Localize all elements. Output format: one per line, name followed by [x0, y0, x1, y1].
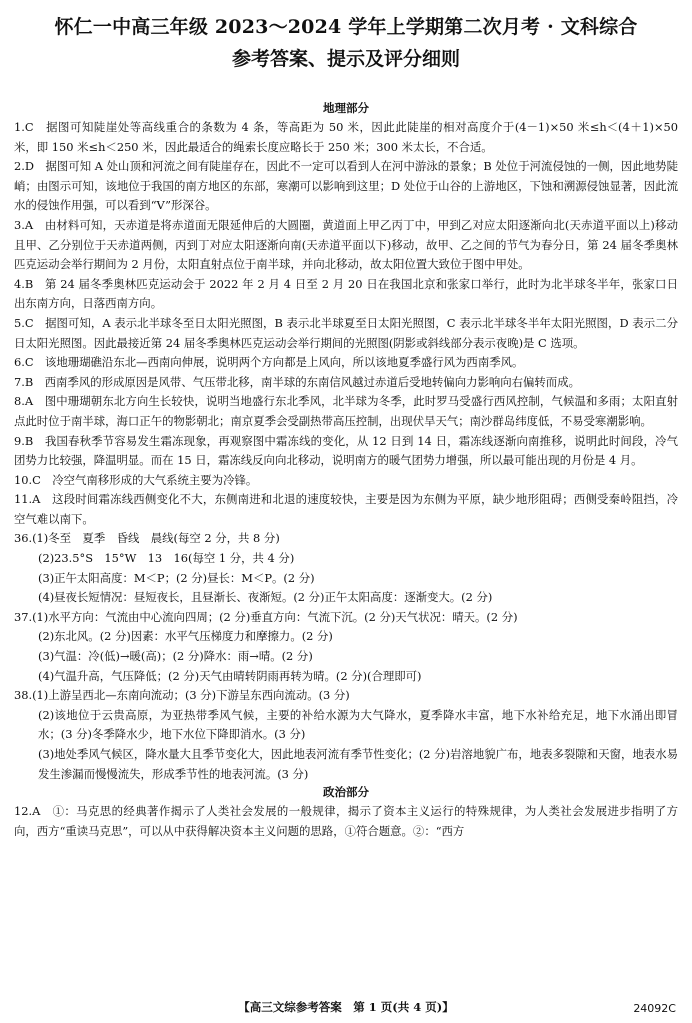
answer-item-9: 9.B 我国春秋季节容易发生霜冻现象，再观察图中霜冻线的变化，从 12 日到 14 日，霜冻线逐渐向南推移，说明此时间段，冷气团势力比较强，降温明显。而在 15 日，霜冻线反向向北移动，说明南方的暖气团势力增强，所以最可能出现的月份是 4 月。 [14, 433, 678, 468]
answer-37-part-3: (3)气温：冷(低)→暖(高)；(2 分)降水：雨→晴。(2 分) [38, 649, 313, 664]
page-footer: 【高三文综参考答案 第 1 页(共 4 页)】 [238, 1000, 454, 1014]
answer-item-1: 1.C 据图可知陡崖处等高线重合的条数为 4 条，等高距为 50 米，因此此陡崖的相对高度介于(4－1)×50 米≤h＜(4＋1)×50 米，即 150 米≤h＜250 米，因此最适合的绳索长度应略长于 250 米；300 米太长，不合适。 [14, 120, 678, 154]
answer-item-2: 2.D 据图可知 A 处山顶和河流之间有陡崖存在，因此不一定可以看到人在河中游泳的景象；B 处位于河流侵蚀的一侧，因此地势陡峭；由图示可知，该地位于我国的南方地区的东部，寒潮可以影响到这里；D 处位于山谷的上游地区，下蚀和溯源侵蚀显著，因此流水的侵蚀作用强，可以看到“V”形深谷。 [14, 159, 678, 213]
answer-item-4: 4.B 第 24 届冬季奥林匹克运动会于 2022 年 2 月 4 日至 2 月 20 日在我国北京和张家口举行，此时为北半球冬半年，张家口日出东南方向，日落西南方向。 [14, 276, 678, 311]
answer-36-part-1: 36.(1)冬至 夏季 昏线 晨线(每空 2 分，共 8 分) [14, 531, 280, 546]
answer-36-part-3: (3)正午太阳高度：M＜P；(2 分)昼长：M＜P。(2 分) [38, 570, 315, 585]
answer-38-part-2: (2)该地位于云贵高原，为亚热带季风气候，主要的补给水源为大气降水，夏季降水丰富，地下水补给充足，地下水涌出即冒水；(3 分)冬季降水少，地下水位下降即消水。(3 分) [38, 707, 678, 742]
document-title: 怀仁一中高三年级 2023～2024 学年上学期第二次月考 · 文科综合 [54, 16, 638, 38]
answer-36-part-4: (4)昼夜长短情况：昼短夜长，且昼渐长、夜渐短。(2 分)正午太阳高度：逐渐变大。(2 分) [38, 590, 493, 605]
answer-37-part-1: 37.(1)水平方向：气流由中心流向四周；(2 分)垂直方向：气流下沉。(2 分)天气状况：晴天。(2 分) [14, 609, 518, 624]
section-politics-heading: 政治部分 [323, 785, 369, 800]
answer-38-part-1: 38.(1)上游呈西北—东南向流动；(3 分)下游呈东西向流动。(3 分) [14, 688, 350, 703]
answer-item-10: 10.C 冷空气南移形成的大气系统主要为冷锋。 [14, 472, 258, 487]
answer-item-7: 7.B 西南季风的形成原因是风带、气压带北移，南半球的东南信风越过赤道后受地转偏向力影响向右偏转而成。 [14, 374, 580, 389]
answer-37-part-2: (2)东北风。(2 分)因素：水平气压梯度力和摩擦力。(2 分) [38, 629, 333, 644]
answer-item-12: 12.A ①：马克思的经典著作揭示了人类社会发展的一般规律，揭示了资本主义运行的特殊规律，为人类社会发展进步指明了方向，西方“重读马克思”，可以从中获得解决资本主义问题的思路，①符合题意。②：“西方 [14, 804, 678, 838]
answer-item-3: 3.A 由材料可知，天赤道是将赤道面无限延伸后的大圆圈，黄道面上甲乙丙丁中，甲到乙对应太阳逐渐向北(天赤道平面以上)移动且甲、乙分别位于天赤道两侧，丙到丁对应太阳逐渐向南(天赤道平面以下)移动，故甲、乙之间的节气为春分日，第 24 届冬季奥林匹克运动会举行期间为 2 月份，太阳直射点位于南半球，并向北移动，故太阳位置大致位于图中甲处。 [14, 217, 678, 272]
answer-36-part-2: (2)23.5°S 15°W 13 16(每空 1 分，共 4 分) [38, 551, 295, 566]
answer-38-part-3: (3)地处季风气候区，降水量大且季节变化大，因此地表河流有季节性变化；(2 分)岩溶地貌广布，地表多裂隙和天窗，地表水易发生渗漏而慢慢流失，形成季节性的地表河流。(3 分) [38, 747, 678, 781]
document-code: 24092C [633, 1002, 676, 1015]
answer-item-8: 8.A 图中珊瑚朝东北方向生长较快，说明当地盛行东北季风，北半球为冬季，此时罗马受盛行西风控制，气候温和多雨；太阳直射点此时位于南半球，海口正午的物影朝北；南京夏季会受副热带高压控制，出现伏旱天气；南沙群岛纬度低，不易受寒潮影响。 [14, 394, 678, 428]
answer-item-11: 11.A 这段时间霜冻线西侧变化不大，东侧南进和北退的速度较快，主要是因为东侧为平原，缺少地形阻碍；西侧受秦岭阻挡，冷空气难以南下。 [14, 492, 678, 526]
answer-item-6: 6.C 该地珊瑚礁沿东北—西南向伸展，说明两个方向都是上风向，所以该地夏季盛行风为西南季风。 [14, 355, 524, 370]
answer-37-part-4: (4)气温升高，气压降低；(2 分)天气由晴转阴雨再转为晴。(2 分)(合理即可) [38, 668, 422, 683]
document-subtitle: 参考答案、提示及评分细则 [231, 48, 460, 70]
answer-item-5: 5.C 据图可知，A 表示北半球冬至日太阳光照图，B 表示北半球夏至日太阳光照图，C 表示北半球冬半年太阳光照图，D 表示二分日太阳光照图。因此最接近第 24 届冬季奥林匹克运动会举行期间的光照图(阴影或斜线部分表示夜晚)是 C 选项。 [14, 315, 678, 350]
section-geography-heading: 地理部分 [323, 101, 369, 115]
